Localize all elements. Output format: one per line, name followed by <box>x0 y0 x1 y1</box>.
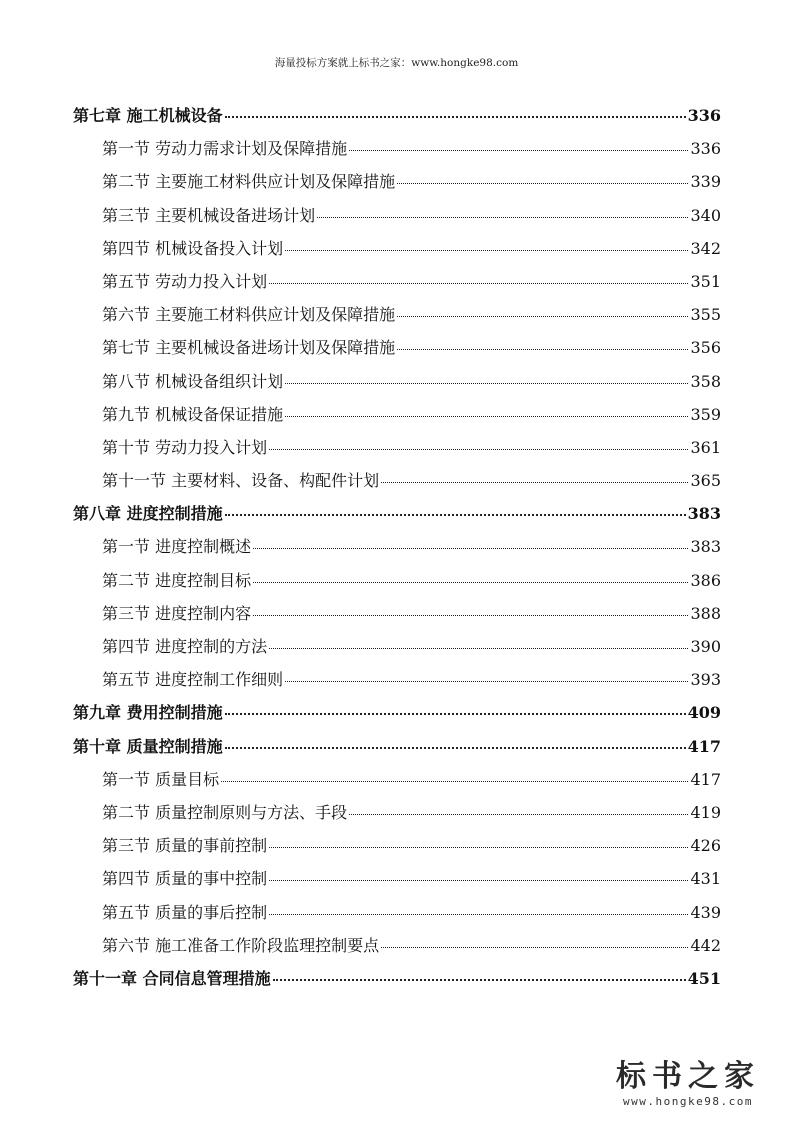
toc-entry-page: 390 <box>690 637 721 656</box>
toc-section-entry[interactable] <box>73 601 721 634</box>
dot-leader <box>225 116 686 118</box>
toc-chapter-entry[interactable] <box>73 734 721 767</box>
toc-section-entry[interactable] <box>73 369 721 402</box>
dot-leader <box>285 383 688 384</box>
toc-entry-title: 第五节 进度控制工作细则 <box>102 670 284 690</box>
toc-entry-title: 第七章 施工机械设备 <box>73 106 223 125</box>
dot-leader <box>273 979 686 981</box>
toc-entry-title: 第五节 质量的事后控制 <box>102 902 268 922</box>
toc-section-entry[interactable] <box>73 833 721 866</box>
dot-leader <box>225 713 686 715</box>
dot-leader <box>397 183 688 184</box>
dot-leader <box>225 747 686 749</box>
toc-entry-title: 第四节 进度控制的方法 <box>102 637 268 656</box>
toc-section-entry[interactable] <box>73 667 721 700</box>
toc-entry-page: 417 <box>690 769 721 789</box>
toc-entry-title: 第四节 机械设备投入计划 <box>102 238 284 258</box>
toc-entry-title: 第一节 进度控制概述 <box>102 537 252 557</box>
toc-entry-page: 431 <box>690 869 721 889</box>
toc-entry-title: 第十节 劳动力投入计划 <box>102 437 268 457</box>
dot-leader <box>253 615 688 616</box>
dot-leader <box>285 250 688 251</box>
toc-section-entry[interactable] <box>73 468 721 501</box>
toc-entry-page: 336 <box>690 139 721 159</box>
toc-section-entry[interactable] <box>73 767 721 800</box>
page-header: 海量投标方案就上标书之家：www.hongke98.com <box>274 57 519 69</box>
dot-leader <box>349 150 688 151</box>
toc-entry-page: 383 <box>690 537 721 557</box>
toc-entry-title: 第三节 质量的事前控制 <box>102 836 268 856</box>
toc-entry-title: 第二节 质量控制原则与方法、手段 <box>102 802 348 822</box>
dot-leader <box>285 416 688 417</box>
dot-leader <box>381 947 688 948</box>
dot-leader <box>397 349 688 350</box>
toc-entry-page: 417 <box>687 736 721 756</box>
toc-chapter-entry[interactable] <box>73 501 721 534</box>
toc-section-entry[interactable] <box>73 236 721 269</box>
toc-entry-page: 358 <box>690 371 721 391</box>
toc-entry-title: 第六节 施工准备工作阶段监理控制要点 <box>102 935 380 955</box>
toc-entry-page: 359 <box>690 404 721 424</box>
toc-entry-title: 第五节 劳动力投入计划 <box>102 271 268 291</box>
toc-chapter-entry[interactable] <box>73 700 721 733</box>
toc-section-entry[interactable] <box>73 900 721 933</box>
toc-entry-page: 361 <box>690 437 721 457</box>
dot-leader <box>381 482 688 483</box>
toc-section-entry[interactable] <box>73 634 721 667</box>
dot-leader <box>269 283 688 284</box>
toc-entry-title: 第三节 进度控制内容 <box>102 603 252 623</box>
dot-leader <box>269 847 688 848</box>
toc-entry-title: 第九章 费用控制措施 <box>73 703 223 723</box>
toc-entry-page: 339 <box>690 172 721 192</box>
logo-text: 标书之家 <box>616 1059 760 1094</box>
dot-leader <box>253 548 688 549</box>
toc-entry-title: 第三节 主要机械设备进场计划 <box>102 205 316 225</box>
toc-section-entry[interactable] <box>73 203 721 236</box>
toc-entry-page: 426 <box>690 836 721 856</box>
dot-leader <box>317 217 688 218</box>
toc-section-entry[interactable] <box>73 568 721 601</box>
toc-section-entry[interactable] <box>73 435 721 468</box>
toc-entry-title: 第一节 劳动力需求计划及保障措施 <box>102 139 348 159</box>
toc-chapter-entry[interactable] <box>73 966 721 999</box>
toc-section-entry[interactable] <box>73 402 721 435</box>
toc-entry-title: 第十一节 主要材料、设备、构配件计划 <box>102 471 380 491</box>
toc-entry-page: 355 <box>690 305 721 325</box>
toc-entry-page: 419 <box>690 802 721 822</box>
toc-entry-page: 388 <box>690 603 721 623</box>
dot-leader <box>269 880 688 881</box>
toc-chapter-entry[interactable] <box>73 103 721 136</box>
toc-entry-page: 356 <box>690 338 721 358</box>
dot-leader <box>397 316 688 317</box>
toc-entry-title: 第七节 主要机械设备进场计划及保障措施 <box>102 338 396 358</box>
dot-leader <box>225 514 686 516</box>
toc-entry-page: 340 <box>690 205 721 225</box>
logo-url: www.hongke98.com <box>623 1095 753 1108</box>
dot-leader <box>221 781 688 782</box>
toc-section-entry[interactable] <box>73 800 721 833</box>
toc-entry-title: 第八节 机械设备组织计划 <box>102 371 284 391</box>
toc-entry-page: 386 <box>690 570 721 590</box>
dot-leader <box>269 914 688 915</box>
toc-entry-page: 409 <box>687 703 721 723</box>
table-of-contents <box>73 103 721 999</box>
toc-entry-page: 365 <box>690 471 721 491</box>
toc-entry-title: 第八章 进度控制措施 <box>73 504 223 524</box>
dot-leader <box>269 648 688 649</box>
toc-entry-title: 第九节 机械设备保证措施 <box>102 404 284 424</box>
toc-entry-title: 第二节 进度控制目标 <box>102 570 252 590</box>
dot-leader <box>285 681 688 682</box>
toc-entry-page: 351 <box>690 271 721 291</box>
toc-entry-page: 439 <box>690 902 721 922</box>
toc-entry-title: 第二节 主要施工材料供应计划及保障措施 <box>102 172 396 192</box>
toc-section-entry[interactable] <box>73 534 721 567</box>
dot-leader <box>253 582 688 583</box>
toc-entry-page: 451 <box>687 968 721 988</box>
toc-entry-title: 第一节 质量目标 <box>102 769 220 789</box>
toc-entry-page: 336 <box>687 106 721 125</box>
toc-entry-title: 第十章 质量控制措施 <box>73 736 223 756</box>
toc-entry-page: 393 <box>690 670 721 690</box>
toc-entry-title: 第六节 主要施工材料供应计划及保障措施 <box>102 305 396 325</box>
brand-logo <box>603 1059 773 1108</box>
toc-entry-page: 383 <box>687 504 721 524</box>
toc-section-entry[interactable] <box>73 136 721 169</box>
dot-leader <box>269 449 688 450</box>
toc-section-entry[interactable] <box>73 302 721 335</box>
toc-entry-title: 第十一章 合同信息管理措施 <box>73 968 271 988</box>
toc-section-entry[interactable] <box>73 269 721 302</box>
toc-section-entry[interactable] <box>73 169 721 202</box>
toc-section-entry[interactable] <box>73 335 721 368</box>
toc-section-entry[interactable] <box>73 866 721 899</box>
toc-section-entry[interactable] <box>73 933 721 966</box>
toc-entry-title: 第四节 质量的事中控制 <box>102 869 268 889</box>
toc-entry-page: 342 <box>690 238 721 258</box>
toc-entry-page: 442 <box>690 935 721 955</box>
dot-leader <box>349 814 688 815</box>
